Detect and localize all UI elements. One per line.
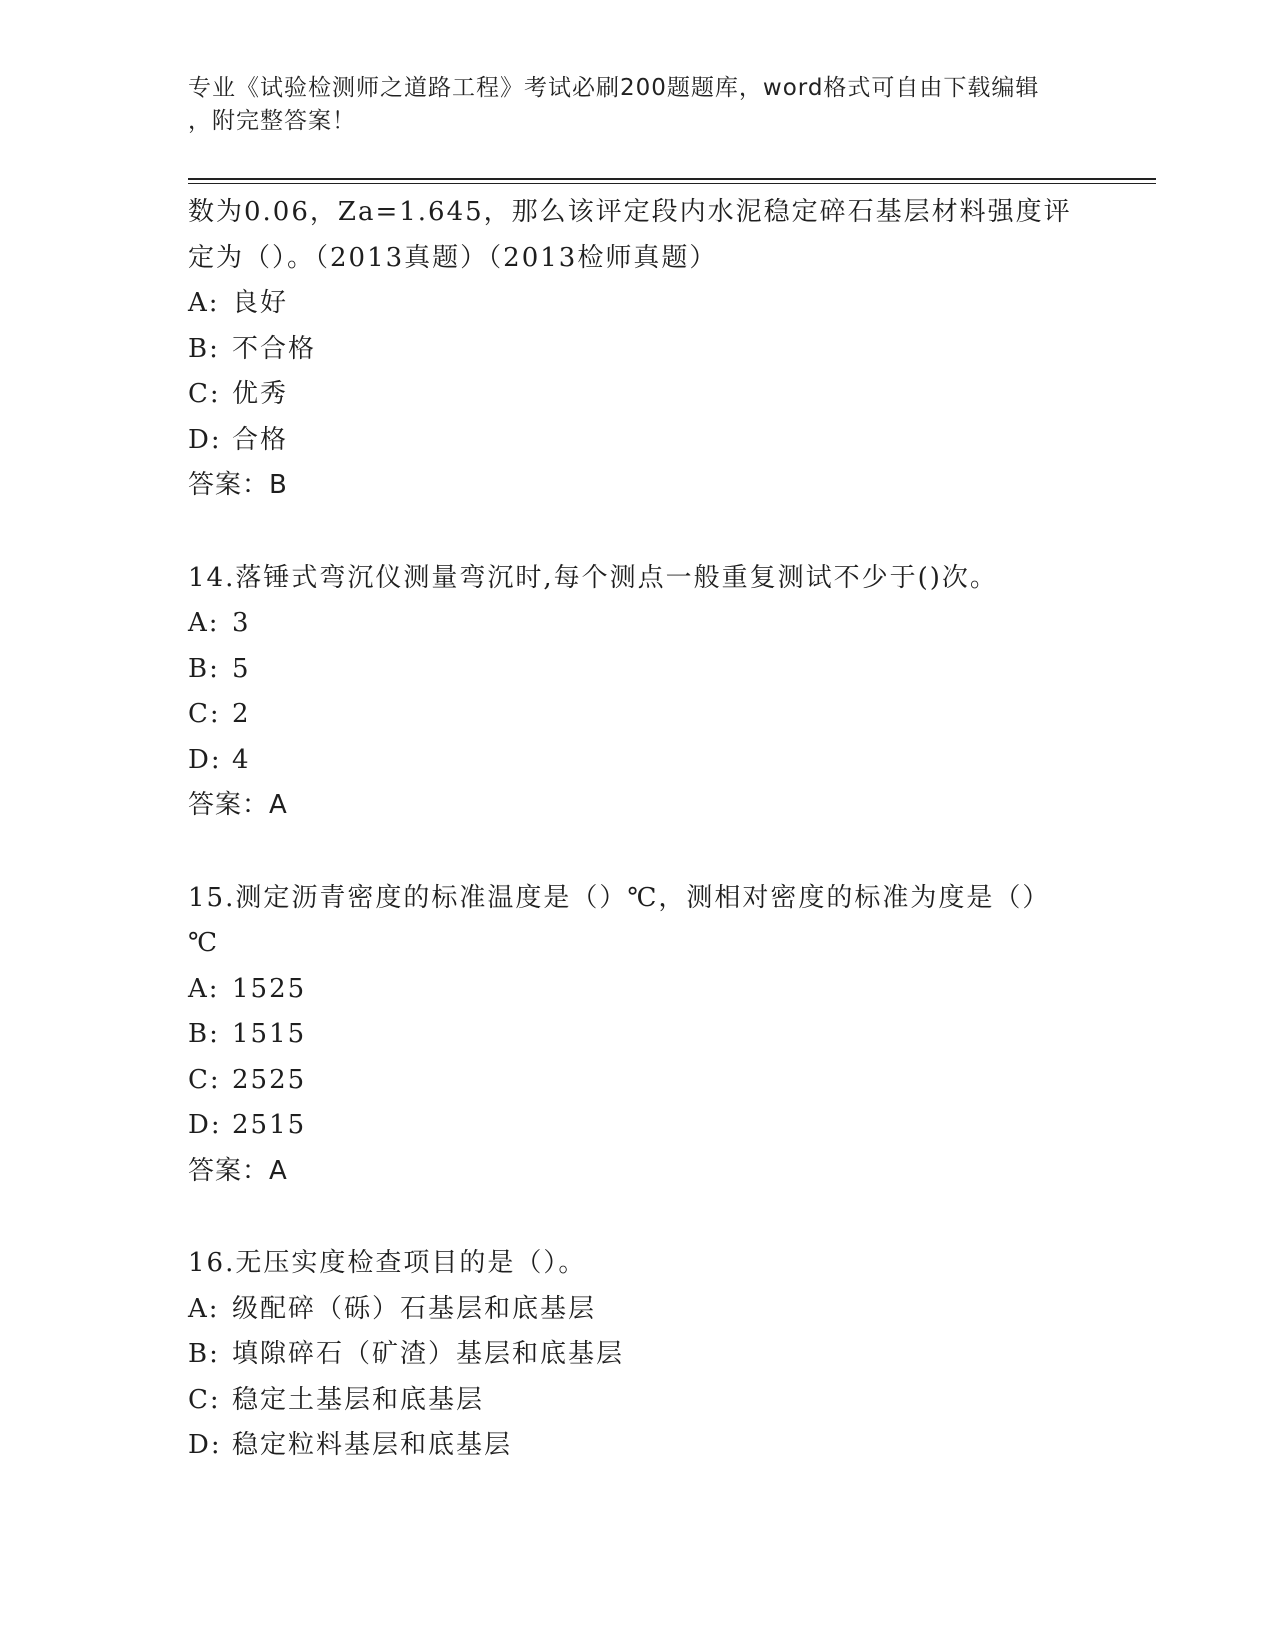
- question-15: [188, 876, 1088, 1195]
- question-14: [188, 556, 1088, 829]
- option-d: D: 4: [188, 744, 251, 775]
- option-b: B: 填隙碎石（矿渣）基层和底基层: [188, 1339, 625, 1369]
- question-stem: 16.无压实度检查项目的是（）。: [188, 1248, 587, 1278]
- question-list: [188, 190, 1088, 1469]
- option-a: A: 1525: [188, 973, 307, 1004]
- option-b: B: 1515: [188, 1019, 307, 1049]
- document-header: [188, 72, 1068, 138]
- answer-label: 答案：A: [188, 790, 288, 820]
- option-d: D: 合格: [188, 424, 289, 455]
- answer-label: 答案：B: [188, 470, 288, 500]
- question-stem: 15.测定沥青密度的标准温度是（）℃，测相对密度的标准为度是（）: [188, 882, 1051, 913]
- option-a: A: 3: [188, 608, 251, 638]
- header-line-2: ，附完整答案！: [188, 108, 356, 134]
- question-stem: 数为0.06，Za=1.645，那么该评定段内水泥稳定碎石基层材料强度评: [188, 197, 1072, 227]
- question-stem: 定为（）。（2013真题）（2013检师真题）: [188, 242, 718, 273]
- option-d: D: 2515: [188, 1110, 307, 1140]
- option-b: B: 5: [188, 653, 251, 684]
- answer-label: 答案：A: [188, 1155, 288, 1186]
- header-rule-thick: [188, 178, 1156, 180]
- question-stem: ℃: [188, 928, 220, 958]
- option-b: B: 不合格: [188, 333, 317, 364]
- option-c: C: 2525: [188, 1064, 307, 1095]
- option-c: C: 优秀: [188, 379, 289, 409]
- option-c: C: 稳定土基层和底基层: [188, 1384, 485, 1415]
- question-16: [188, 1241, 1088, 1469]
- question-13: [188, 190, 1088, 509]
- header-line-1: 专业《试验检测师之道路工程》考试必刷200题题库，word格式可自由下载编辑: [188, 75, 1040, 101]
- option-d: D: 稳定粒料基层和底基层: [188, 1430, 513, 1460]
- option-c: C: 2: [188, 699, 251, 729]
- header-rule-thin: [188, 183, 1156, 184]
- option-a: A: 级配碎（砾）石基层和底基层: [188, 1293, 597, 1324]
- option-a: A: 良好: [188, 288, 289, 318]
- question-stem: 14.落锤式弯沉仪测量弯沉时,每个测点一般重复测试不少于()次。: [188, 562, 998, 593]
